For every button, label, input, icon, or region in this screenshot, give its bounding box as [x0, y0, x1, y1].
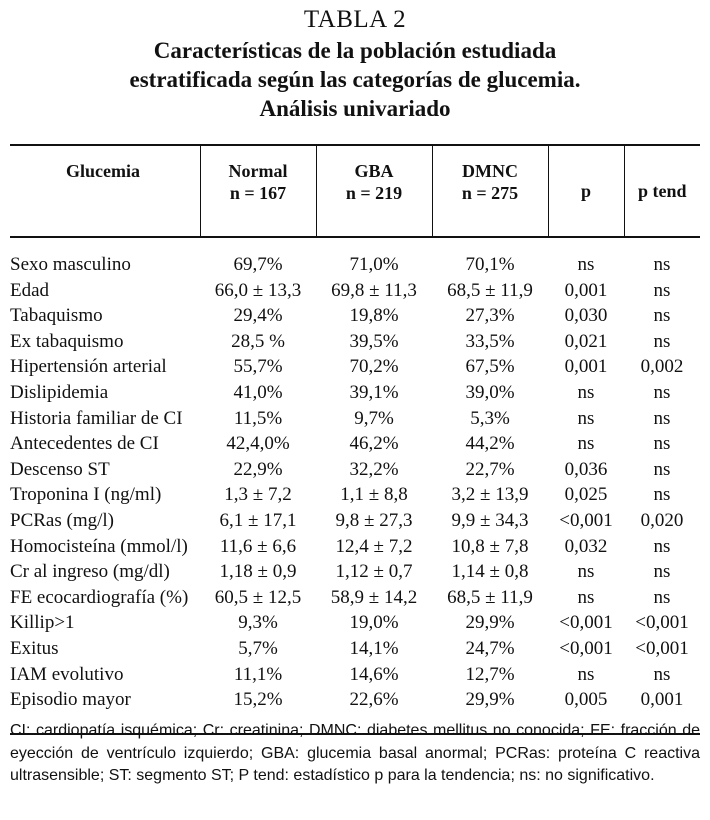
- cell-gba: 14,6%: [349, 663, 399, 685]
- row-label: Episodio mayor: [10, 689, 131, 711]
- column-header-label: Glucemia: [66, 161, 140, 181]
- cell-normal: 60,5 ± 12,5: [214, 586, 302, 608]
- column-header-p-tend: [624, 145, 700, 237]
- cell-p-tend: ns: [653, 381, 671, 403]
- cell-p: 0,025: [564, 484, 608, 506]
- cell-p-tend: ns: [653, 458, 671, 480]
- cell-gba: 39,5%: [349, 330, 399, 352]
- column-header-count: n = 275: [461, 183, 519, 203]
- cell-dmnc: 68,5 ± 11,9: [447, 279, 533, 301]
- cell-p-tend: ns: [653, 586, 671, 608]
- row-label: Cr al ingreso (mg/dl): [10, 561, 170, 583]
- cell-gba: 19,0%: [349, 612, 399, 634]
- cell-p-tend: ns: [653, 305, 671, 327]
- cell-gba: 32,2%: [349, 458, 399, 480]
- cell-dmnc: 68,5 ± 11,9: [447, 586, 533, 608]
- cell-gba: 69,8 ± 11,3: [331, 279, 417, 301]
- cell-p-tend: ns: [653, 663, 671, 685]
- cell-normal: 55,7%: [233, 356, 283, 378]
- cell-dmnc: 67,5%: [465, 356, 515, 378]
- cell-normal: 11,5%: [233, 407, 283, 429]
- table-row: [10, 406, 700, 432]
- table-container: [10, 144, 700, 735]
- table-row: [10, 662, 700, 688]
- table-row: [10, 559, 700, 585]
- cell-p: 0,032: [564, 535, 608, 557]
- column-header-glucemia: [10, 145, 200, 237]
- cell-p: ns: [577, 254, 595, 275]
- cell-normal: 6,1 ± 17,1: [219, 509, 297, 531]
- table-row: [10, 534, 700, 560]
- cell-p-tend: ns: [653, 279, 671, 301]
- column-header-label: Normal: [228, 161, 288, 181]
- cell-p: ns: [577, 586, 595, 608]
- cell-dmnc: 29,9%: [465, 612, 515, 634]
- cell-normal: 22,9%: [233, 458, 283, 480]
- cell-p: ns: [577, 433, 595, 455]
- cell-gba: 71,0%: [349, 254, 399, 275]
- table-row: [10, 585, 700, 611]
- row-label: Sexo masculino: [10, 254, 131, 275]
- row-label: Hipertensión arterial: [10, 356, 167, 378]
- row-label: Edad: [10, 279, 50, 301]
- spacer-cell: [10, 237, 700, 252]
- table-row: [10, 354, 700, 380]
- cell-gba: 9,7%: [354, 407, 394, 429]
- cell-normal: 41,0%: [233, 381, 283, 403]
- cell-p-tend: ns: [653, 330, 671, 352]
- cell-p: 0,001: [564, 279, 608, 301]
- row-label: Ex tabaquismo: [10, 330, 124, 352]
- table-row: [10, 636, 700, 662]
- cell-normal: 5,7%: [238, 637, 278, 659]
- cell-gba: 14,1%: [349, 637, 399, 659]
- column-header-label: p tend: [637, 181, 687, 201]
- cell-p: ns: [577, 407, 595, 429]
- cell-p-tend: 0,002: [640, 356, 684, 378]
- cell-p-tend: ns: [653, 535, 671, 557]
- cell-p-tend: 0,001: [640, 689, 684, 711]
- table-row: [10, 508, 700, 534]
- cell-dmnc: 9,9 ± 34,3: [451, 509, 529, 531]
- row-label: FE ecocardiografía (%): [10, 586, 189, 608]
- cell-dmnc: 10,8 ± 7,8: [451, 535, 529, 557]
- table-row: [10, 431, 700, 457]
- cell-p: ns: [577, 381, 595, 403]
- header-row: [10, 145, 700, 237]
- column-header-dmnc: [432, 145, 548, 237]
- cell-dmnc: 44,2%: [465, 433, 515, 455]
- cell-p: <0,001: [559, 509, 613, 531]
- cell-normal: 11,1%: [233, 663, 283, 685]
- row-label: Antecedentes de CI: [10, 433, 159, 455]
- cell-dmnc: 24,7%: [465, 637, 515, 659]
- row-label: Killip>1: [10, 612, 75, 634]
- row-label: Historia familiar de CI: [10, 407, 183, 429]
- cell-dmnc: 5,3%: [470, 407, 510, 429]
- cell-normal: 69,7%: [233, 254, 283, 275]
- cell-p-tend: ns: [653, 561, 671, 583]
- cell-p: 0,005: [564, 689, 608, 711]
- table-title-line: Análisis univariado: [259, 96, 451, 121]
- column-header-normal: [200, 145, 316, 237]
- cell-p-tend: ns: [653, 407, 671, 429]
- cell-p: 0,030: [564, 305, 608, 327]
- cell-dmnc: 12,7%: [465, 663, 515, 685]
- table-row: [10, 303, 700, 329]
- cell-normal: 15,2%: [233, 689, 283, 711]
- cell-gba: 46,2%: [349, 433, 399, 455]
- row-label: Homocisteína (mmol/l): [10, 535, 188, 557]
- spacer-row: [10, 237, 700, 252]
- table-row: [10, 278, 700, 304]
- column-header-count: n = 219: [345, 183, 403, 203]
- table-row: [10, 252, 700, 278]
- cell-dmnc: 1,14 ± 0,8: [451, 561, 529, 583]
- cell-dmnc: 22,7%: [465, 458, 515, 480]
- cell-gba: 22,6%: [349, 689, 399, 711]
- cell-normal: 1,18 ± 0,9: [219, 561, 297, 583]
- table-title-line: estratificada según las categorías de glucemia.: [129, 67, 581, 92]
- table-footnote: CI: cardiopatía isquémica; Cr: creatinina; DMNC: diabetes mellitus no conocida; FE: fracción de eyección de ventrículo izquierdo; GBA: glucemia basal anormal; PCRas: proteína C reactiva ultrasensible; ST: segmento ST; P tend: estadístico p para la tendencia; ns: no significativo.: [10, 722, 700, 784]
- cell-p-tend: <0,001: [635, 637, 689, 659]
- column-header-label: DMNC: [462, 161, 518, 181]
- column-header-label: GBA: [354, 161, 394, 181]
- cell-gba: 70,2%: [349, 356, 399, 378]
- table-caption: TABLA 2: [303, 6, 407, 33]
- table-row: [10, 482, 700, 508]
- table-header: [10, 145, 700, 237]
- cell-dmnc: 70,1%: [465, 254, 515, 275]
- cell-p-tend: ns: [653, 433, 671, 455]
- cell-p-tend: ns: [653, 484, 671, 506]
- cell-normal: 11,6 ± 6,6: [219, 535, 297, 557]
- cell-p: <0,001: [559, 637, 613, 659]
- cell-gba: 39,1%: [349, 381, 399, 403]
- cell-gba: 58,9 ± 14,2: [330, 586, 418, 608]
- cell-p-tend: 0,020: [640, 509, 684, 531]
- cell-normal: 66,0 ± 13,3: [214, 279, 302, 301]
- cell-dmnc: 29,9%: [465, 689, 515, 711]
- cell-gba: 19,8%: [349, 305, 399, 327]
- cell-normal: 42,4,0%: [226, 433, 290, 455]
- column-header-count: n = 167: [229, 183, 287, 203]
- cell-p: 0,001: [564, 356, 608, 378]
- cell-dmnc: 27,3%: [465, 305, 515, 327]
- row-label: Descenso ST: [10, 458, 110, 480]
- row-label: PCRas (mg/l): [10, 509, 114, 531]
- table-row: [10, 380, 700, 406]
- cell-dmnc: 39,0%: [465, 381, 515, 403]
- column-header-gba: [316, 145, 432, 237]
- table-title: [0, 36, 710, 123]
- column-header-label: p: [580, 181, 591, 201]
- cell-p: 0,036: [564, 458, 608, 480]
- cell-p-tend: ns: [653, 254, 671, 275]
- table-body: [10, 237, 700, 734]
- row-label: IAM evolutivo: [10, 663, 124, 685]
- cell-gba: 1,12 ± 0,7: [335, 561, 413, 583]
- row-label: Exitus: [10, 637, 59, 659]
- row-label: Tabaquismo: [10, 305, 103, 327]
- cell-dmnc: 3,2 ± 13,9: [451, 484, 529, 506]
- row-label: Troponina I (ng/ml): [10, 484, 162, 506]
- cell-dmnc: 33,5%: [465, 330, 515, 352]
- table-title-line: Características de la población estudiada: [153, 38, 557, 63]
- cell-gba: 12,4 ± 7,2: [335, 535, 413, 557]
- cell-normal: 28,5 %: [231, 330, 285, 352]
- cell-p: 0,021: [564, 330, 608, 352]
- cell-normal: 29,4%: [233, 305, 283, 327]
- row-label: Dislipidemia: [10, 381, 109, 403]
- cell-p: <0,001: [559, 612, 613, 634]
- cell-gba: 9,8 ± 27,3: [335, 509, 413, 531]
- cell-normal: 1,3 ± 7,2: [224, 484, 292, 506]
- cell-gba: 1,1 ± 8,8: [340, 484, 408, 506]
- cell-p: ns: [577, 561, 595, 583]
- cell-normal: 9,3%: [238, 612, 278, 634]
- table-row: [10, 610, 700, 636]
- cell-p: ns: [577, 663, 595, 685]
- data-table: [10, 144, 700, 735]
- table-row: [10, 329, 700, 355]
- table-row: [10, 457, 700, 483]
- column-header-p: [548, 145, 624, 237]
- cell-p-tend: <0,001: [635, 612, 689, 634]
